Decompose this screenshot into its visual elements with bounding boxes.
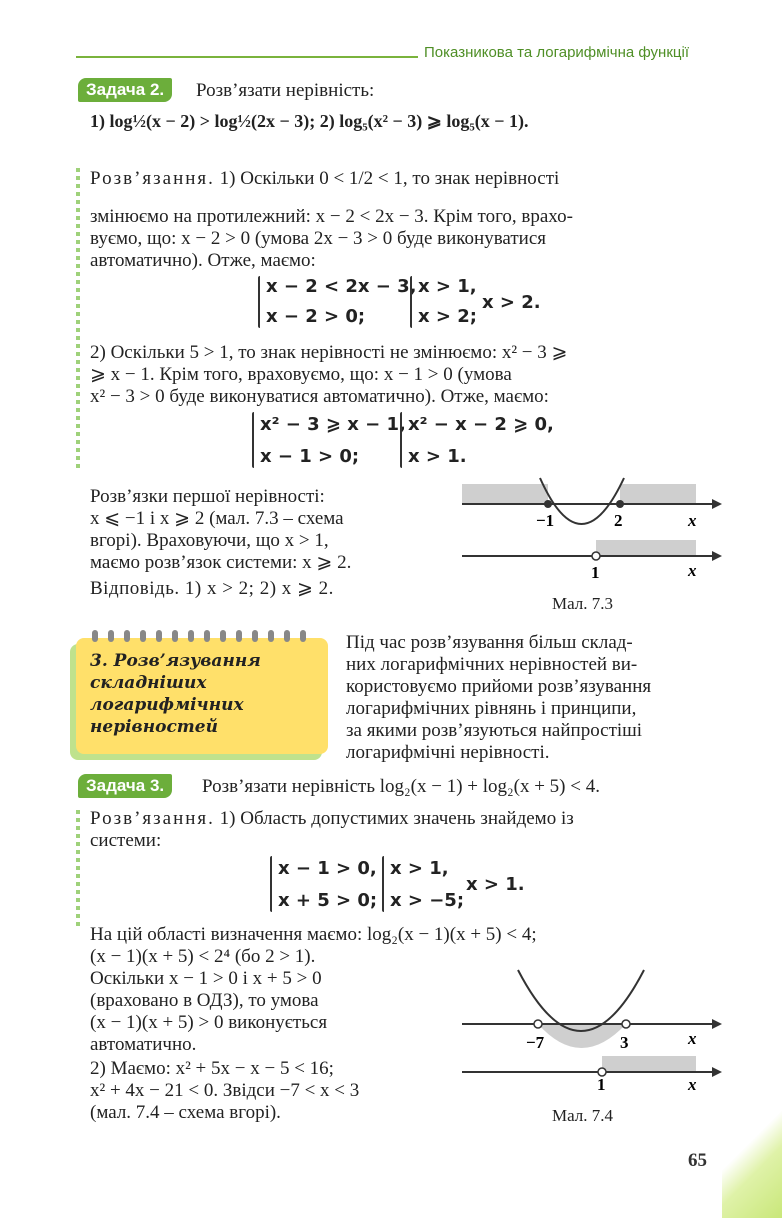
solution-text: 1) Оскільки 0 < 1/2 < 1, то знак нерівності (219, 168, 560, 189)
system-eq: x > 1, (418, 276, 477, 297)
point-2 (616, 500, 624, 508)
axis-label: x (688, 561, 697, 580)
notebook-ring (252, 630, 258, 642)
part2-line-1: 2) Оскільки 5 > 1, то знак нерівності не змінюємо: x² − 3 ⩾ (90, 342, 568, 363)
section-title-line: 3. Розв’язування (90, 651, 261, 671)
intro-line: логарифмічних рівнянь і принципи, (346, 698, 637, 719)
system-eq: x² − x − 2 ⩾ 0, (408, 414, 554, 435)
figure-7-4 (456, 962, 726, 1092)
body-line: (враховано в ОДЗ), то умова (90, 990, 319, 1011)
shade-left (462, 484, 548, 504)
point-3 (622, 1020, 630, 1028)
task-statement: Розв’язати нерівність log₂(x − 1) + log₂(x + 5) < 4. (202, 776, 600, 797)
section-title-line: нерівностей (90, 717, 218, 737)
solution-label: Розв’язання. (90, 808, 215, 829)
system-brace (382, 856, 384, 912)
part2-line-3: x² − 3 > 0 буде виконуватися автоматично). Отже, маємо: (90, 386, 549, 407)
tick-label: 2 (614, 511, 623, 530)
task-statement: Розв’язати нерівність: (196, 80, 375, 101)
page-number: 65 (688, 1150, 707, 1171)
body-line: 2) Маємо: x² + 5x − x − 5 < 16; (90, 1058, 334, 1079)
solution-text: 1) Область допустимих значень знайдемо із (219, 808, 574, 829)
notebook-ring (124, 630, 130, 642)
body-line: x² + 4x − 21 < 0. Звідси −7 < x < 3 (90, 1080, 360, 1101)
shaded-region (538, 1024, 626, 1048)
page-header-title: Показникова та логарифмічна функції (424, 44, 689, 61)
notebook-ring (204, 630, 210, 642)
figure-7-3 (456, 470, 726, 590)
part2-line-2: ⩾ x − 1. Крім того, враховуємо, що: x − 1 > 0 (умова (90, 364, 512, 385)
tick-label: −1 (536, 511, 555, 530)
notebook-ring (172, 630, 178, 642)
body-line: Оскільки x − 1 > 0 і x + 5 > 0 (90, 968, 322, 989)
body-line: автоматично. (90, 1034, 197, 1055)
system-eq: x > −5; (390, 890, 465, 911)
margin-dots (76, 168, 80, 468)
notebook-ring (92, 630, 98, 642)
axis-label: x (688, 1029, 697, 1048)
solution-line-3: вуємо, що: x − 2 > 0 (умова 2x − 3 > 0 буде виконуватися (90, 228, 546, 249)
shade-system (602, 1056, 696, 1072)
system-brace (252, 412, 254, 468)
axis-label: x (688, 511, 697, 530)
notebook-ring (220, 630, 226, 642)
roots-line-4: маємо розв’язок системи: x ⩾ 2. (90, 552, 352, 573)
system-brace (410, 276, 412, 328)
section-title-line: складніших (90, 673, 207, 693)
body-line: (мал. 7.4 – схема вгорі). (90, 1102, 281, 1123)
intro-line: за якими розв’язуються найпростіші (346, 720, 643, 741)
system-eq: x > 2; (418, 306, 477, 327)
system-eq: x − 1 > 0; (260, 446, 360, 467)
body-line: (x − 1)(x + 5) > 0 виконується (90, 1012, 328, 1033)
system-eq: x − 1 > 0, (278, 858, 377, 879)
roots-line-1: Розв’язки першої нерівності: (90, 486, 325, 507)
intro-line: Під час розв’язування більш склад- (346, 632, 633, 653)
point-minus7 (534, 1020, 542, 1028)
axis-arrow (712, 551, 722, 561)
system-brace (400, 412, 402, 468)
task-badge: Задача 2. (78, 78, 172, 102)
body-line: На цій області визначення маємо: log₂(x − 1)(x + 5) < 4; (90, 924, 537, 945)
system-result: x > 2. (482, 292, 541, 313)
point-1 (592, 552, 600, 560)
axis-arrow (712, 499, 722, 509)
notebook-ring (156, 630, 162, 642)
notebook-ring (268, 630, 274, 642)
system-eq: x > 1, (390, 858, 449, 879)
notebook-ring (188, 630, 194, 642)
system-result: x > 1. (466, 874, 525, 895)
figure-caption: Мал. 7.4 (552, 1106, 614, 1125)
axis-arrow (712, 1067, 722, 1077)
figure-caption: Мал. 7.3 (552, 594, 614, 613)
system-eq: x − 2 > 0; (266, 306, 366, 327)
header-rule (76, 56, 418, 58)
system-eq: x² − 3 ⩾ x − 1, (260, 414, 406, 435)
system-eq: x + 5 > 0; (278, 890, 378, 911)
intro-line: них логарифмічних нерівностей ви- (346, 654, 638, 675)
system-brace (258, 276, 260, 328)
roots-line-2: x ⩽ −1 і x ⩾ 2 (мал. 7.3 – схема (90, 508, 344, 529)
section-intro (346, 632, 722, 764)
axis-label: x (688, 1075, 697, 1092)
system-eq: x − 2 < 2x − 3, (266, 276, 417, 297)
system-eq: x > 1. (408, 446, 467, 467)
tick-label: 1 (591, 563, 600, 582)
tick-label: 1 (597, 1075, 606, 1092)
section-title (90, 650, 261, 738)
body-line: (x − 1)(x + 5) < 2⁴ (бо 2 > 1). (90, 946, 316, 967)
solution-line-4: автоматично). Отже, маємо: (90, 250, 316, 271)
notebook-ring (300, 630, 306, 642)
tick-label: 3 (620, 1033, 629, 1052)
intro-line: логарифмічні нерівності. (346, 742, 550, 763)
solution-line-1 (90, 808, 574, 830)
system-brace (270, 856, 272, 912)
solution-label: Розв’язання. (90, 168, 215, 189)
axis-arrow (712, 1019, 722, 1029)
task-badge: Задача 3. (78, 774, 172, 798)
notebook-ring (108, 630, 114, 642)
roots-line-3: вгорі). Враховуючи, що x > 1, (90, 530, 329, 551)
shade-system (596, 540, 696, 556)
section-title-line: логарифмічних (90, 695, 244, 715)
margin-dots (76, 810, 80, 930)
shade-right (620, 484, 696, 504)
notebook-ring (140, 630, 146, 642)
solution-line-2: системи: (90, 830, 162, 851)
task-items: 1) log½(x − 2) > log½(2x − 3); 2) log₅(x² − 3) ⩾ log₅(x − 1). (90, 111, 529, 131)
notebook-ring (284, 630, 290, 642)
intro-line: користовуємо прийоми розв’язування (346, 676, 652, 697)
tick-label: −7 (526, 1033, 545, 1052)
answer-line: Відповідь. 1) x > 2; 2) x ⩾ 2. (90, 578, 334, 599)
solution-line-1 (90, 168, 722, 190)
point-minus1 (544, 500, 552, 508)
solution-line-2: змінюємо на протилежний: x − 2 < 2x − 3. Крім того, врахо- (90, 206, 573, 227)
notebook-ring (236, 630, 242, 642)
decorative-leaf (722, 1098, 782, 1218)
